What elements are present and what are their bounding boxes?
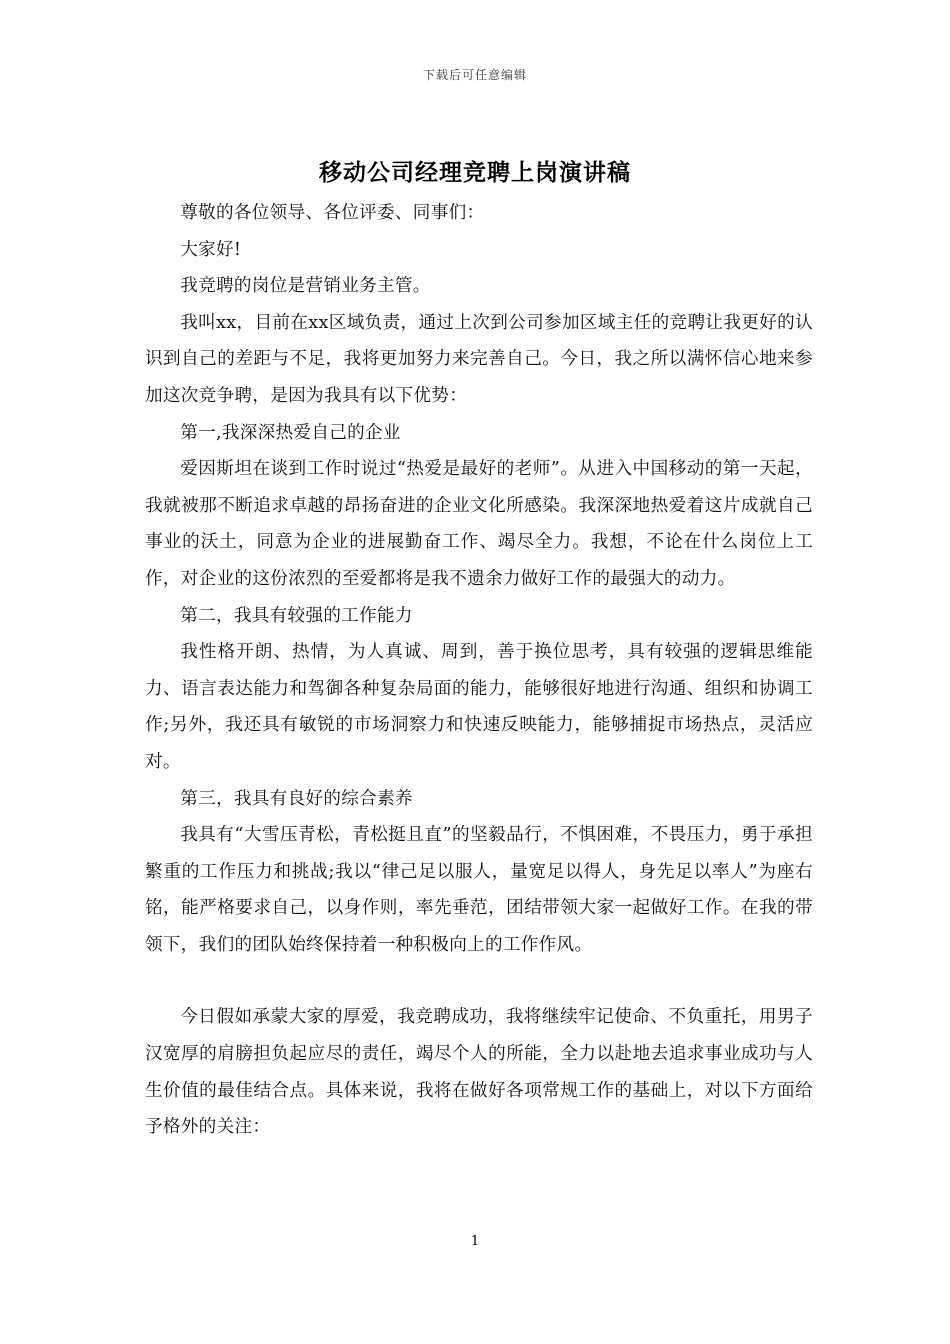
page-number: 1 [470, 1234, 480, 1249]
paragraph-introduction: 我叫xx，目前在xx区域负责，通过上次到公司参加区域主任的竞聘让我更好的认识到自己的差距与不足，我将更加努力来完善自己。今日，我之所以满怀信心地来参加这次竞争聘，是因为我具有以下优势： [145, 312, 813, 406]
paragraph-salutation: 尊敬的各位领导、各位评委、同事们： [180, 203, 485, 223]
heading-advantage-1: 第一,我深深热爱自己的企业 [180, 422, 401, 443]
paragraph-greeting: 大家好! [180, 239, 242, 260]
paragraph-advantage-3: 我具有“大雪压青松，青松挺且直”的坚毅品行，不惧困难，不畏压力，勇于承担繁重的工作压力和挑战;我以“律己足以服人，量宽足以得人，身先足以率人”为座右铭，能严格要求自己，以身作则，率先垂范，团结带领大家一起做好工作。在我的带领下，我们的团队始终保持着一种积极向上的工作作风。 [145, 825, 813, 955]
paragraph-position: 我竞聘的岗位是营销业务主管。 [180, 276, 431, 297]
paragraph-advantage-1: 爱因斯坦在谈到工作时说过“热爱是最好的老师”。从进入中国移动的第一天起，我就被那不断追求卓越的昂扬奋进的企业文化所感染。我深深地热爱着这片成就自己事业的沃土，同意为企业的进展勤奋工作、竭尽全力。我想，不论在什么岗位上工作，对企业的这份浓烈的至爱都将是我不遗余力做好工作的最强大的动力。 [145, 459, 813, 589]
heading-advantage-3: 第三，我具有良好的综合素养 [180, 788, 413, 809]
paragraph-commitment: 今日假如承蒙大家的厚爱，我竞聘成功，我将继续牢记使命、不负重托，用男子汉宽厚的肩膀担负起应尽的责任，竭尽个人的所能，全力以赴地去追求事业成功与人生价值的最佳结合点。具体来说，我将在做好各项常规工作的基础上，对以下方面给予格外的关注： [145, 1007, 813, 1138]
document-body [145, 195, 813, 1146]
paragraph-advantage-2: 我性格开朗、热情，为人真诚、周到，善于换位思考，具有较强的逻辑思维能力、语言表达能力和驾御各种复杂局面的能力，能够很好地进行沟通、组织和协调工作;另外，我还具有敏锐的市场洞察力和快速反映能力，能够捕捉市场热点，灵活应对。 [145, 642, 813, 772]
document-title: 移动公司经理竞聘上岗演讲稿 [319, 159, 631, 186]
page-header-note: 下载后可任意编辑 [422, 68, 527, 82]
heading-advantage-2: 第二，我具有较强的工作能力 [180, 605, 413, 626]
